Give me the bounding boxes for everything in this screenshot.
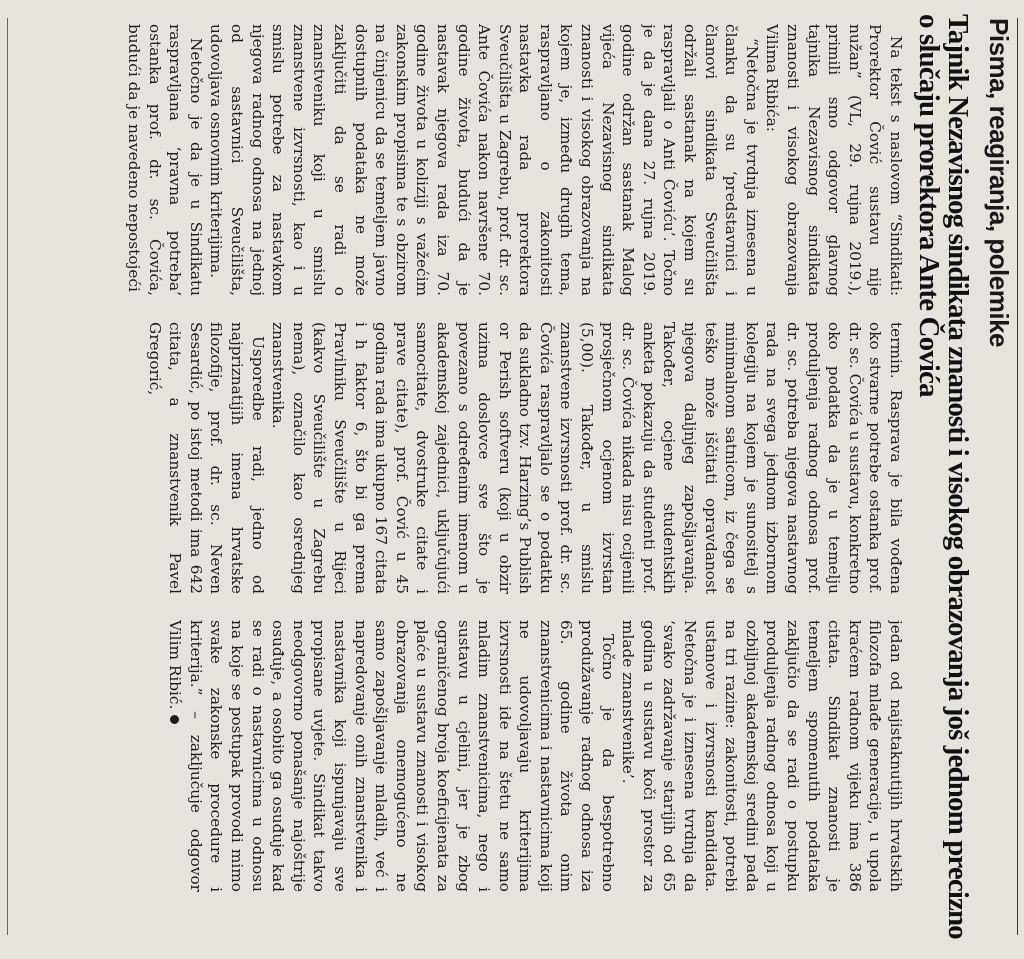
article-column-2	[11, 322, 906, 594]
article-headline: Tajnik Nezavisnog sindikata znanosti i visokog obrazovanja još jednom precizno o slučaju prorektora Ante Čovića	[913, 14, 974, 939]
paragraph: jedan od najistaknutijih hrvatskih filozofa mlađe generacije, u upola kraćem radnom vijeku ima 386 citata. Sindikat znanosti je temeljem spomenutih podataka zaključio da se radi o postupku produljenja radnog odnosa koji u ozbiljnoj akademskoj sredini pada na tri razine: zakonitosti, potrebi ustanove i izvrsnosti kandidata. Netočna je i iznesena tvrdnja da ‘svako zadržavanje starijih od 65 godina u sustavu koči prostor za mlade znanstvenike’.	[619, 620, 905, 892]
paragraph: termin. Rasprava je bila vođena oko stvarne potrebe ostanka prof. dr. sc. Čovića u sustavu, konkretno oko podatka da je u temelju produljenja radnog odnosa prof. dr. sc. potreba njegova nastavnog rada na svega jednom izbornom kolegiju na kojem je sunositelj s minimalnom satnicom, iz čega se teško može iščitati opravdanost njegova daljnjeg zapošljavanja. Također, ocjene studentskih anketa pokazuju da studenti prof. dr. sc. Čovića nikada nisu ocijenili prosječnom ocjenom izvrstan (5,00). Također, u smislu znanstvene izvrsnosti prof. dr. sc. Čovića raspravljalo se o podatku da sukladno tzv. Harzing’s Publish or Perish softveru (koji u obzir uzima doslovce sve što je povezano s određenim imenom u akademskoj zajednici, uključujući samocitate, dvostruke citate i prave citate), prof. Čović u 45 godina rada ima ukupno 167 citata i h faktor 6, što bi ga prema Pravilniku Sveučilište u Rijeci (kakvo Sveučilište u Zagrebu nema), označilo kao osrednjeg znanstvenika.	[269, 322, 905, 594]
closing-paragraph-text: Točno je da bespotrebno produžavanje radnog odnosa iza 65. godine života onim znanstvenicima i nastavnicima koji ne udovoljavaju kriterijima izvrsnosti ide na štetu ne samo mladim znanstvenicima, nego i sustavu u cjelini, jer je zbog ograničenog broja koeficijenata za plaće u sustavu znanosti i visokog obrazovanja onemogućeno ne samo zapošljavanje mladih, već i napredovanje onih znanstvenika i nastavnika koji ispunjavaju sve propisane uvjete. Sindikat takvo neodgovorno ponašanje najoštrije osuđuje, a osobito ga osuđuje kad se radi o nastavnicima u odnosu na koje se postupak provodi mimo svake zakonske procedure i kriterija.” – zaključuje odgovor Vilim Ribić.	[166, 620, 617, 892]
section-title: Pisma, reagiranja, polemike	[984, 18, 1014, 347]
article-column-3	[11, 620, 906, 892]
paragraph: Usporedbe radi, jedno od najpriznatijih imena hrvatske filozofije, prof. dr. sc. Neven Sesardić, po istoj metodi ima 642 citata, a znanstvenik Pavel Gregorić,	[145, 322, 267, 594]
paragraph: Netočno je da je u Sindikatu raspravljana ‘pravna potreba’ ostanka prof. dr. sc. Čovića, budući da je navedeno nepostojeći	[125, 24, 205, 296]
top-rule	[1017, 18, 1018, 935]
end-of-article-dot-icon	[170, 715, 179, 724]
paragraph: Na tekst s naslovom “Sindikati: Prorektor Čović sustavu nije nužan” (VL, 29. rujna 2019.), primili smo odgovor glavnog tajnika Nezavisnog sindikata znanosti i visokog obrazovanja Vilima Ribića:	[763, 24, 905, 296]
bottom-rule	[7, 18, 8, 935]
paragraph: “Netočna je tvrdnja iznesena u članku da su ‘predstavnici i članovi sindikata Sveučilišta održali sastanak na kojem su raspravljali o Anti Čoviću’. Točno je da je dana 27. rujna 2019. godine održan sastanak Malog vijeća Nezavisnog sindikata znanosti i visokog obrazovanja na kojem je, između drugih tema, raspravljano o zakonitosti nastavka rada prorektora Sveučilišta u Zagrebu, prof. dr. sc. Ante Čovića nakon navršene 70. godine života, budući da je nastavak njegova rada iza 70. godine života u koliziji s važećim zakonskim propisima te s obzirom na činjenicu da se temeljem javno dostupnih podataka ne može zaključiti da se radi o znanstveniku koji u smislu znanstvene izvrsnosti, kao i u smislu potrebe za nastavkom njegova radnog odnosa na jednoj od sastavnici Sveučilišta, udovoljava osnovnim kriterijima.	[207, 24, 761, 296]
article-column-1	[11, 24, 906, 296]
paragraph	[165, 620, 618, 892]
